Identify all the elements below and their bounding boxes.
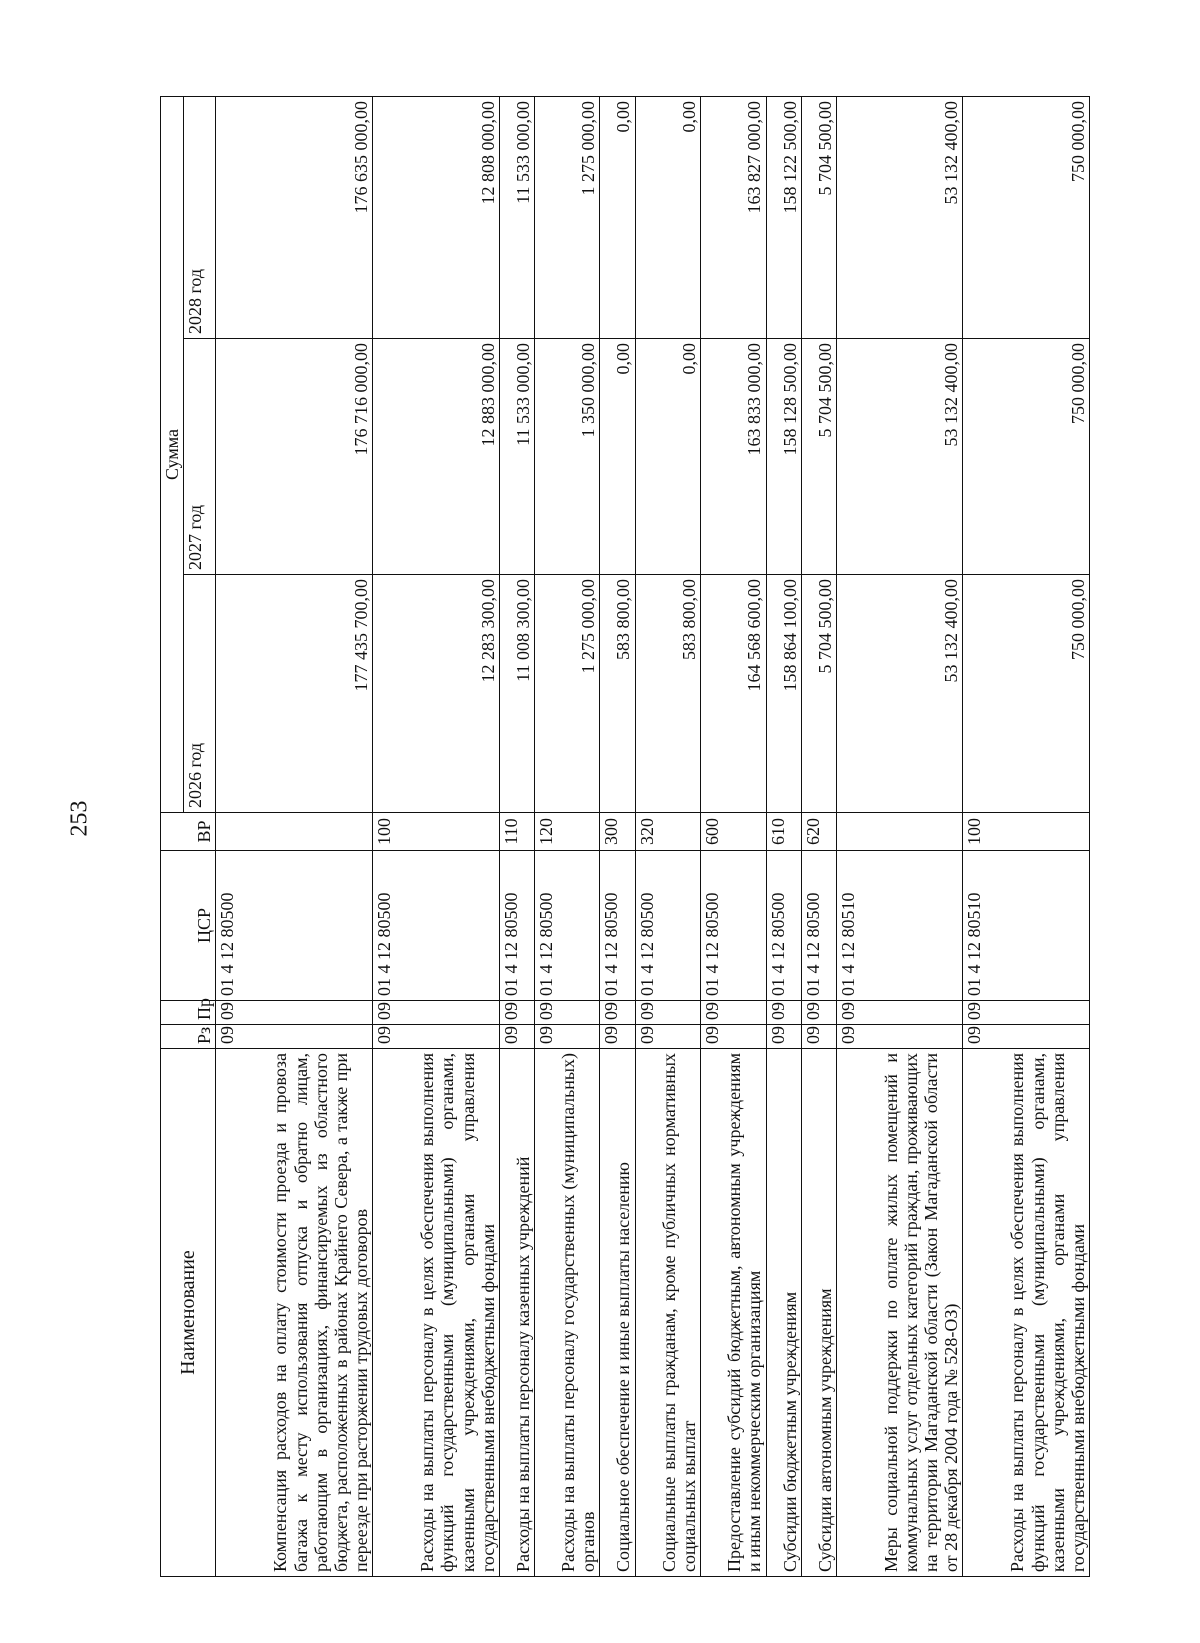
cell-sum-2028: 11 533 000,00 [499, 96, 534, 338]
cell-sum-2028: 750 000,00 [963, 96, 1090, 338]
cell-rz: 09 [600, 1025, 635, 1049]
cell-sum-2027: 176 716 000,00 [216, 339, 373, 575]
cell-name: Расходы на выплаты персоналу в целях обеспечения выполнения функций государственными (муниципальными) органами, казенными учреждениями, органами управления государственными внебюджетными фондами [373, 1049, 500, 1577]
cell-sum-2028: 0,00 [600, 96, 635, 338]
cell-vr: 120 [534, 813, 600, 851]
cell-pr: 09 [836, 1001, 963, 1025]
cell-sum-2026: 158 864 100,00 [766, 575, 801, 813]
cell-csr: 01 4 12 80500 [499, 851, 534, 1001]
cell-name: Предоставление субсидий бюджетным, автономным учреждениям и иным некоммерческим организациям [701, 1049, 767, 1577]
cell-name: Социальное обеспечение и иные выплаты населению [600, 1049, 635, 1577]
cell-rz: 09 [801, 1025, 836, 1049]
cell-sum-2027: 0,00 [600, 339, 635, 575]
table-row [600, 96, 635, 1576]
cell-sum-2026: 1 275 000,00 [534, 575, 600, 813]
header-sum: Сумма [161, 96, 184, 812]
cell-sum-2028: 158 122 500,00 [766, 96, 801, 338]
cell-sum-2027: 11 533 000,00 [499, 339, 534, 575]
cell-sum-2027: 53 132 400,00 [836, 339, 963, 575]
cell-vr [836, 813, 963, 851]
cell-csr: 01 4 12 80500 [373, 851, 500, 1001]
cell-pr: 09 [499, 1001, 534, 1025]
cell-vr: 600 [701, 813, 767, 851]
cell-rz: 09 [499, 1025, 534, 1049]
cell-vr: 100 [963, 813, 1090, 851]
table-row [534, 96, 600, 1576]
cell-sum-2026: 583 800,00 [600, 575, 635, 813]
cell-sum-2026: 12 283 300,00 [373, 575, 500, 813]
cell-csr: 01 4 12 80500 [216, 851, 373, 1001]
header-2026: 2026 год [184, 575, 216, 813]
table-header [161, 96, 216, 1576]
cell-rz: 09 [635, 1025, 701, 1049]
cell-csr: 01 4 12 80500 [534, 851, 600, 1001]
cell-sum-2027: 0,00 [635, 339, 701, 575]
cell-rz: 09 [701, 1025, 767, 1049]
cell-csr: 01 4 12 80500 [801, 851, 836, 1001]
cell-sum-2028: 0,00 [635, 96, 701, 338]
cell-csr: 01 4 12 80500 [635, 851, 701, 1001]
cell-pr: 09 [600, 1001, 635, 1025]
cell-rz: 09 [766, 1025, 801, 1049]
cell-sum-2026: 583 800,00 [635, 575, 701, 813]
table-row [963, 96, 1090, 1576]
cell-rz: 09 [963, 1025, 1090, 1049]
cell-sum-2026: 53 132 400,00 [836, 575, 963, 813]
header-2027: 2027 год [184, 339, 216, 575]
cell-sum-2027: 163 833 000,00 [701, 339, 767, 575]
cell-pr: 09 [963, 1001, 1090, 1025]
cell-vr [216, 813, 373, 851]
cell-sum-2026: 11 008 300,00 [499, 575, 534, 813]
table-row [373, 96, 500, 1576]
cell-csr: 01 4 12 80510 [963, 851, 1090, 1001]
cell-sum-2027: 5 704 500,00 [801, 339, 836, 575]
cell-vr: 110 [499, 813, 534, 851]
cell-sum-2027: 158 128 500,00 [766, 339, 801, 575]
cell-sum-2028: 1 275 000,00 [534, 96, 600, 338]
cell-sum-2028: 12 808 000,00 [373, 96, 500, 338]
table-row [836, 96, 963, 1576]
cell-pr: 09 [701, 1001, 767, 1025]
cell-pr: 09 [635, 1001, 701, 1025]
cell-vr: 300 [600, 813, 635, 851]
cell-name: Расходы на выплаты персоналу государственных (муниципальных) органов [534, 1049, 600, 1577]
table-row [635, 96, 701, 1576]
table-body [216, 96, 1090, 1576]
header-2028: 2028 год [184, 96, 216, 338]
cell-name: Социальные выплаты гражданам, кроме публичных нормативных социальных выплат [635, 1049, 701, 1577]
cell-pr: 09 [801, 1001, 836, 1025]
cell-vr: 610 [766, 813, 801, 851]
cell-sum-2026: 5 704 500,00 [801, 575, 836, 813]
table-row [499, 96, 534, 1576]
cell-name: Субсидии бюджетным учреждениям [766, 1049, 801, 1577]
cell-sum-2028: 163 827 000,00 [701, 96, 767, 338]
cell-sum-2027: 12 883 000,00 [373, 339, 500, 575]
header-csr: ЦСР [161, 851, 216, 1001]
table-row [801, 96, 836, 1576]
cell-rz: 09 [216, 1025, 373, 1049]
table-row [701, 96, 767, 1576]
cell-rz: 09 [836, 1025, 963, 1049]
cell-vr: 320 [635, 813, 701, 851]
cell-csr: 01 4 12 80510 [836, 851, 963, 1001]
cell-pr: 09 [766, 1001, 801, 1025]
cell-sum-2028: 176 635 000,00 [216, 96, 373, 338]
rotated-table-container [160, 97, 1090, 1577]
cell-sum-2026: 177 435 700,00 [216, 575, 373, 813]
cell-rz: 09 [373, 1025, 500, 1049]
cell-name: Меры социальной поддержки по оплате жилых помещений и коммунальных услуг отдельных категорий граждан, проживающих на территории Магаданской области (Закон Магаданской области от 28 декабря 2004 года № 528-ОЗ) [836, 1049, 963, 1577]
cell-sum-2027: 750 000,00 [963, 339, 1090, 575]
table-row [216, 96, 373, 1576]
table-row [766, 96, 801, 1576]
cell-sum-2027: 1 350 000,00 [534, 339, 600, 575]
cell-sum-2026: 750 000,00 [963, 575, 1090, 813]
cell-vr: 100 [373, 813, 500, 851]
cell-sum-2028: 53 132 400,00 [836, 96, 963, 338]
page-number: 253 [66, 800, 93, 837]
header-name: Наименование [161, 1049, 216, 1577]
cell-sum-2026: 164 568 600,00 [701, 575, 767, 813]
cell-name: Субсидии автономным учреждениям [801, 1049, 836, 1577]
cell-csr: 01 4 12 80500 [600, 851, 635, 1001]
header-pr: Пр [161, 1001, 216, 1025]
cell-csr: 01 4 12 80500 [766, 851, 801, 1001]
budget-table [160, 96, 1090, 1577]
cell-rz: 09 [534, 1025, 600, 1049]
cell-csr: 01 4 12 80500 [701, 851, 767, 1001]
header-rz: Рз [161, 1025, 216, 1049]
cell-name: Расходы на выплаты персоналу в целях обеспечения выполнения функций государственными (муниципальными) органами, казенными учреждениями, органами управления государственными внебюджетными фондами [963, 1049, 1090, 1577]
header-vr: ВР [161, 813, 216, 851]
cell-name: Компенсация расходов на оплату стоимости проезда и провоза багажа к месту использования отпуска и обратно лицам, работающим в организациях, финансируемых из областного бюджета, расположенных в районах Крайнего Севера, а также при переезде при расторжении трудовых договоров [216, 1049, 373, 1577]
cell-pr: 09 [373, 1001, 500, 1025]
cell-name: Расходы на выплаты персоналу казенных учреждений [499, 1049, 534, 1577]
cell-sum-2028: 5 704 500,00 [801, 96, 836, 338]
cell-vr: 620 [801, 813, 836, 851]
cell-pr: 09 [216, 1001, 373, 1025]
cell-pr: 09 [534, 1001, 600, 1025]
